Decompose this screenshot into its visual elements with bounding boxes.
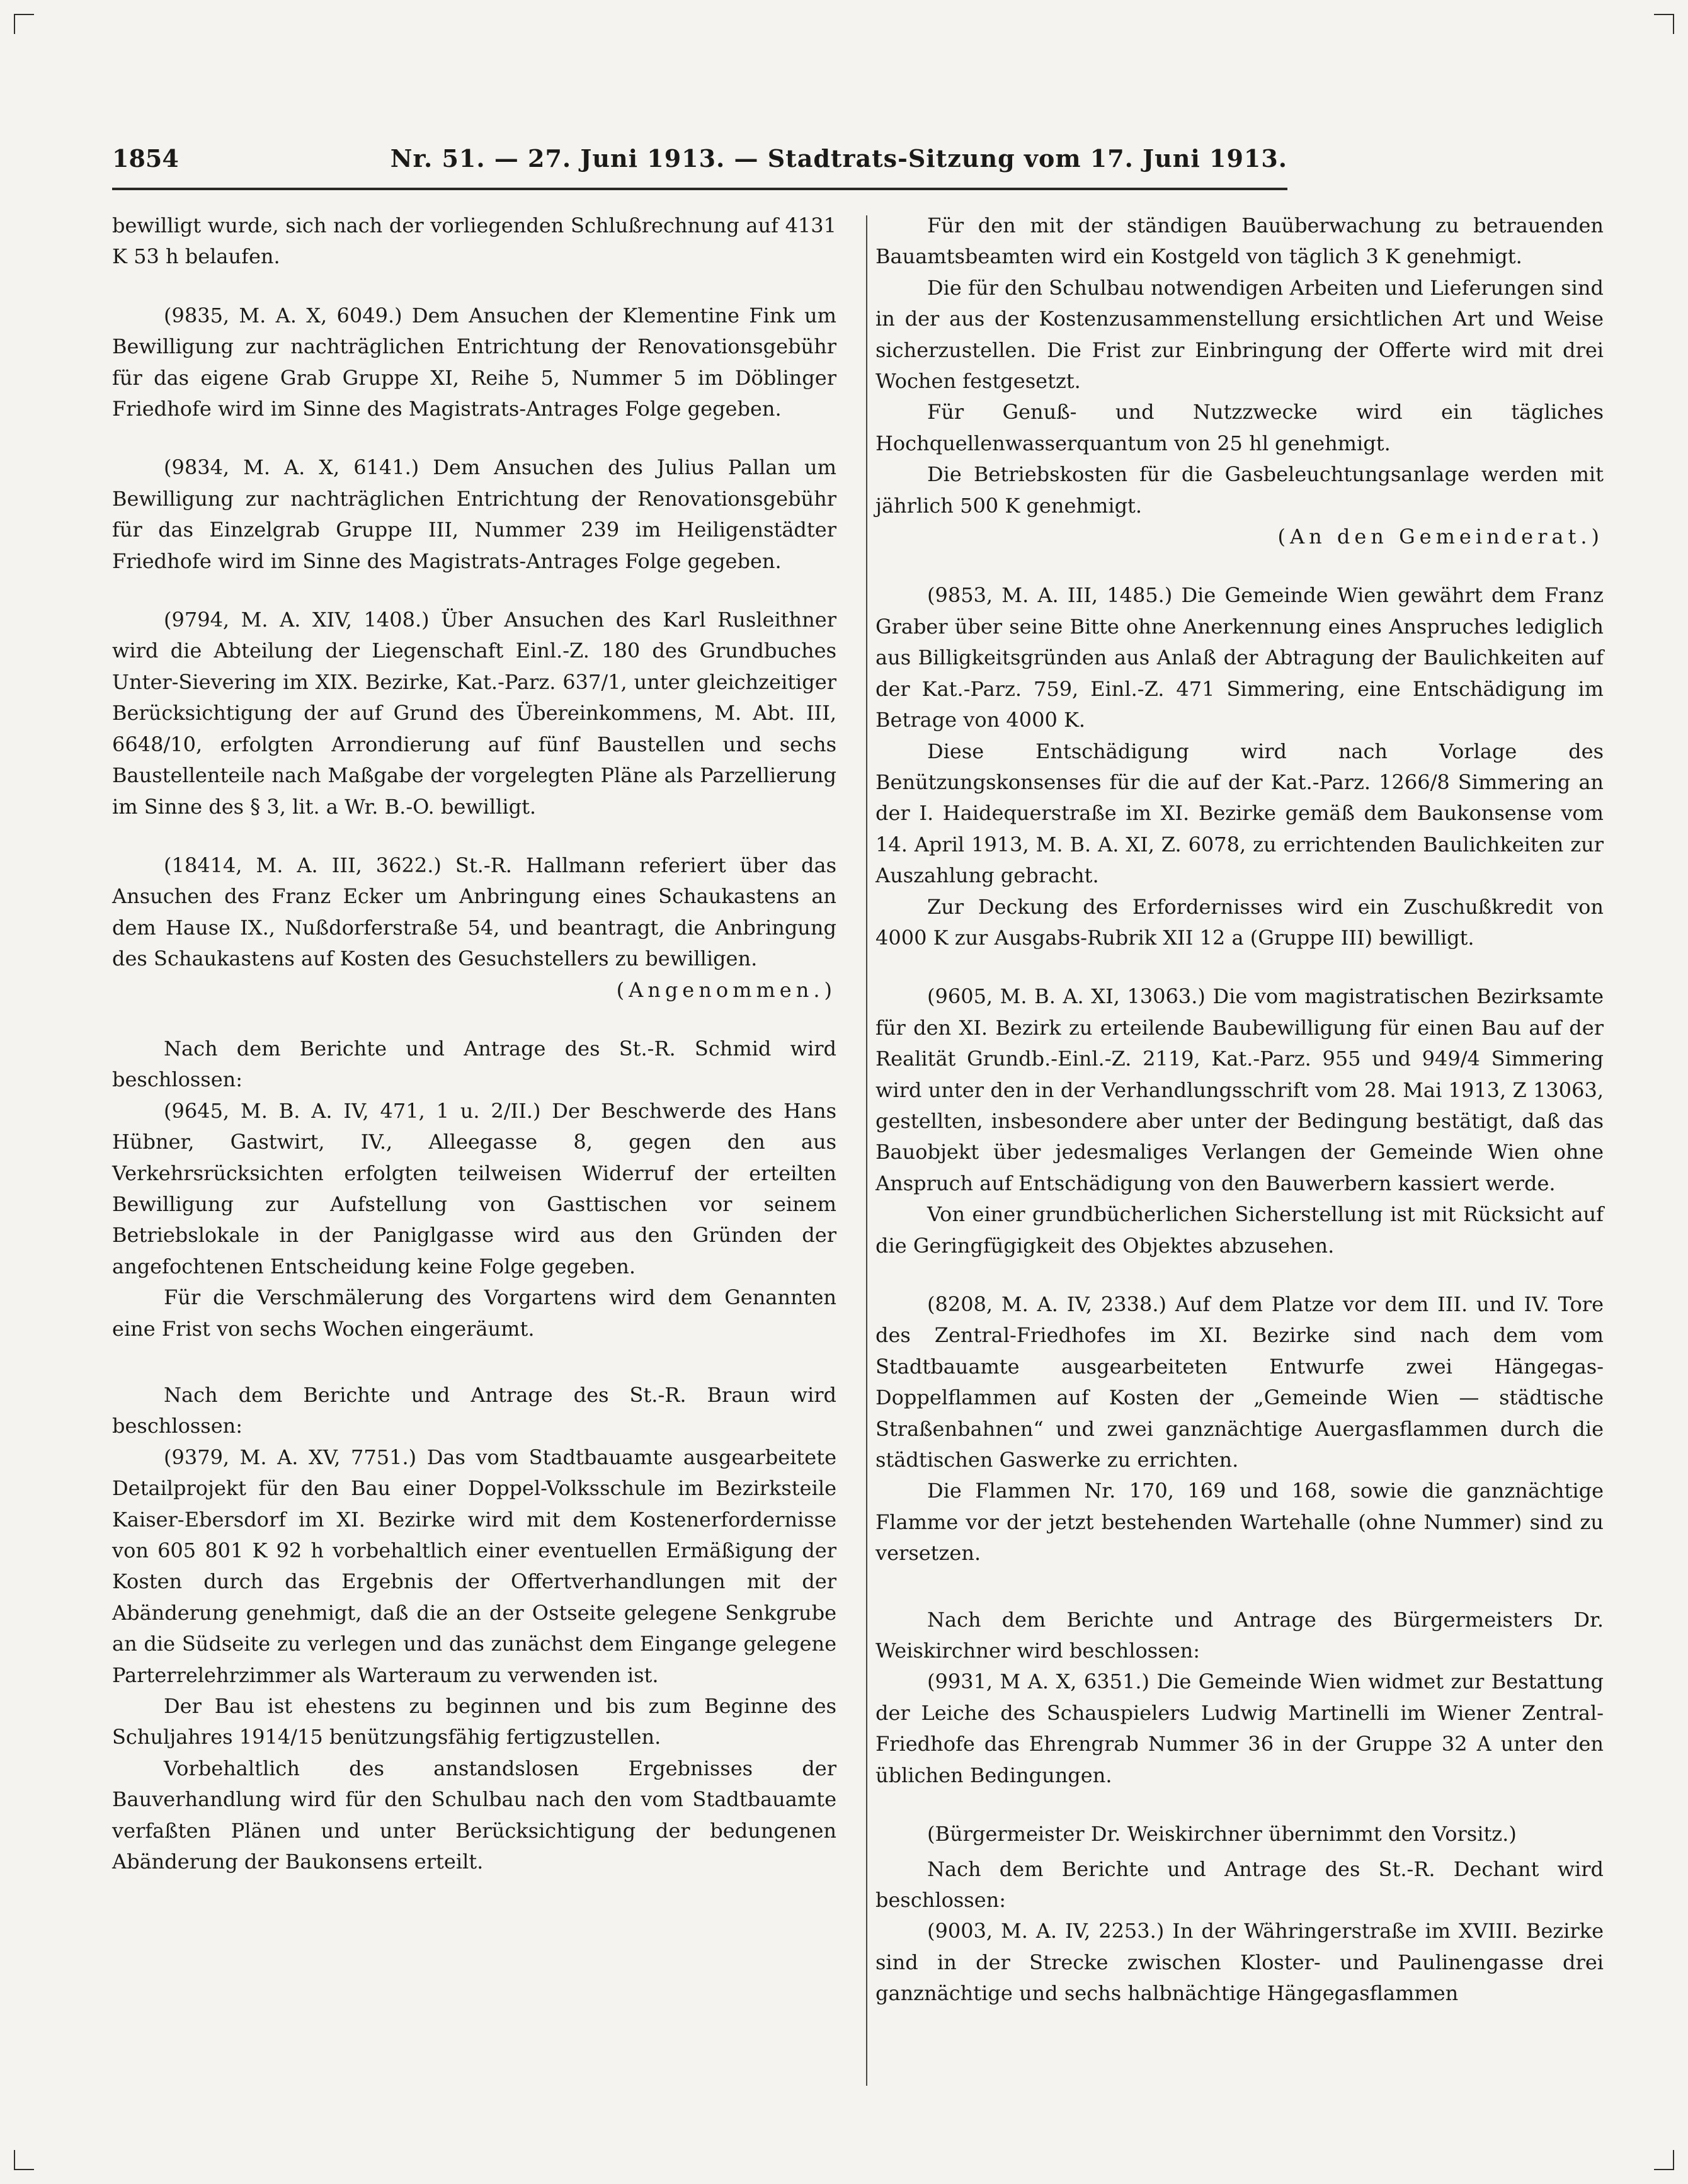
paragraph: bewilligt wurde, sich nach der vorliegenden Schlußrechnung auf 4131 K 53 h belaufen.: [112, 213, 836, 269]
paragraph: Von einer grundbücherlichen Sicherstellung ist mit Rücksicht auf die Geringfügigkeit des Objektes abzusehen.: [875, 1202, 1604, 1258]
paragraph: (9794, M. A. XIV, 1408.) Über Ansuchen des Karl Rusleithner wird die Abteilung der Liegenschaft Einl.-Z. 180 des Grundbuches Unter-Sievering im XIX. Bezirke, Kat.-Parz. 637/1, unter gleichzeitiger Berücksichtigung der auf Grund des Übereinkommens, M. Abt. III, 6648/10, erfolgten Arrondierung auf fünf Baustellen und sechs Baustellenteile nach Maßgabe der vorgelegten Pläne als Parzellierung im Sinne des § 3, lit. a Wr. B.-O. bewilligt.: [112, 608, 836, 819]
paragraph: (9605, M. B. A. XI, 13063.) Die vom magistratischen Bezirksamte für den XI. Bezirk zu erteilende Baubewilligung für einen Bau auf der Realität Grundb.-Einl.-Z. 2119, Kat.-Parz. 955 und 949/4 Simmering wird unter den in der Verhandlungsschrift vom 28. Mai 1913, Z 13063, gestellten, insbesondere aber unter der Bedingung bestätigt, daß das Bauobjekt über jedesmaliges Verlangen der Gemeinde Wien ohne Anspruch auf Entschädigung von den Bauwerbern kassiert werde.: [875, 984, 1604, 1195]
decision-note: (An den Gemeinderat.): [1277, 525, 1604, 549]
paragraph: Die für den Schulbau notwendigen Arbeiten und Lieferungen sind in der aus der Kostenzusammenstellung ersichtlichen Art und Weise sicherzustellen. Die Frist zur Einbringung der Offerte wird mit drei Wochen festgesetzt.: [875, 275, 1604, 394]
crop-mark: [14, 14, 34, 34]
paragraph: Für den mit der ständigen Bauüberwachung zu betrauenden Bauamtsbeamten wird ein Kostgeld von täglich 3 K genehmigt.: [875, 213, 1604, 269]
paragraph: Diese Entschädigung wird nach Vorlage des Benützungskonsenses für die auf der Kat.-Parz. 1266/8 Simmering an der I. Haidequerstraße im XI. Bezirke gemäß dem Baukonsense vom 14. April 1913, M. B. A. XI, Z. 6078, zu errichtenden Baulichkeiten zur Auszahlung gebracht.: [875, 739, 1604, 888]
paragraph: (9853, M. A. III, 1485.) Die Gemeinde Wien gewährt dem Franz Graber über seine Bitte ohne Anerkennung eines Anspruches lediglich aus Billigkeitsgründen aus Anlaß der Abtragung der Baulichkeiten auf der Kat.-Parz. 759, Einl.-Z. 471 Simmering, eine Entschädigung im Betrage von 4000 K.: [875, 583, 1604, 732]
paragraph: Zur Deckung des Erfordernisses wird ein Zuschußkredit von 4000 K zur Ausgabs-Rubrik XII 12 a (Gruppe III) bewilligt.: [875, 894, 1604, 950]
paragraph: (9003, M. A. IV, 2253.) In der Währingerstraße im XVIII. Bezirke sind in der Strecke zwischen Kloster- und Paulinengasse drei ganznächtige und sechs halbnächtige Hängegasflammen: [875, 1919, 1604, 2006]
paragraph: Nach dem Berichte und Antrage des Bürgermeisters Dr. Weiskirchner wird beschlossen:: [875, 1607, 1604, 1663]
paragraph: Vorbehaltlich des anstandslosen Ergebnisses der Bauverhandlung wird für den Schulbau nach den vom Stadtbauamte verfaßten Plänen und unter Berücksichtigung der bedungenen Abänderung der Baukonsens erteilt.: [112, 1756, 836, 1874]
column-divider: [866, 215, 867, 2086]
paragraph: Nach dem Berichte und Antrage des St.-R. Schmid wird beschlossen:: [112, 1036, 836, 1092]
paragraph: Nach dem Berichte und Antrage des St.-R. Braun wird beschlossen:: [112, 1383, 836, 1438]
running-title: Nr. 51. — 27. Juni 1913. — Stadtrats-Sitzung vom 17. Juni 1913.: [390, 144, 1287, 173]
right-column: [875, 210, 1604, 2010]
paragraph: Die Betriebskosten für die Gasbeleuchtungsanlage werden mit jährlich 500 K genehmigt.: [875, 462, 1604, 518]
page-header: [112, 140, 1287, 178]
crop-mark: [1654, 2150, 1674, 2170]
paragraph: Die Flammen Nr. 170, 169 und 168, sowie die ganznächtige Flamme vor der jetzt bestehenden Wartehalle (ohne Nummer) sind zu versetzen.: [875, 1479, 1604, 1566]
paragraph: (9835, M. A. X, 6049.) Dem Ansuchen der Klementine Fink um Bewilligung zur nachträglichen Entrichtung der Renovationsgebühr für das eigene Grab Gruppe XI, Reihe 5, Nummer 5 im Döblinger Friedhofe wird im Sinne des Magistrats-Antrages Folge gegeben.: [112, 303, 836, 421]
crop-mark: [14, 2150, 34, 2170]
left-column: [112, 210, 836, 1878]
page-number: 1854: [112, 144, 179, 173]
paragraph: Für Genuß- und Nutzzwecke wird ein tägliches Hochquellenwasserquantum von 25 hl genehmigt.: [875, 400, 1604, 455]
paragraph: Der Bau ist ehestens zu beginnen und bis zum Beginne des Schuljahres 1914/15 benützungsfähig fertigzustellen.: [112, 1694, 836, 1749]
paragraph: (18414, M. A. III, 3622.) St.-R. Hallmann referiert über das Ansuchen des Franz Ecker um Anbringung eines Schaukastens an dem Hause IX., Nußdorferstraße 54, und beantragt, die Anbringung des Schaukastens auf Kosten des Gesuchstellers zu bewilligen.: [112, 853, 836, 971]
paragraph: (9931, M A. X, 6351.) Die Gemeinde Wien widmet zur Bestattung der Leiche des Schauspielers Ludwig Martinelli im Wiener Zentral-Friedhofe das Ehrengrab Nummer 36 in der Gruppe 32 A unter den üblichen Bedingungen.: [875, 1669, 1604, 1787]
decision-note: (Angenommen.): [616, 977, 836, 1002]
paragraph: Nach dem Berichte und Antrage des St.-R. Dechant wird beschlossen:: [875, 1857, 1604, 1912]
crop-mark: [1654, 14, 1674, 34]
paragraph: (9834, M. A. X, 6141.) Dem Ansuchen des Julius Pallan um Bewilligung zur nachträglichen Entrichtung der Renovationsgebühr für das Einzelgrab Gruppe III, Nummer 239 im Heiligenstädter Friedhofe wird im Sinne des Magistrats-Antrages Folge gegeben.: [112, 455, 836, 573]
paragraph: (Bürgermeister Dr. Weiskirchner übernimmt den Vorsitz.): [927, 1822, 1517, 1846]
paragraph: (9645, M. B. A. IV, 471, 1 u. 2/II.) Der Beschwerde des Hans Hübner, Gastwirt, IV., Alleegasse 8, gegen den aus Verkehrsrücksichten erfolgten teilweisen Widerruf der erteilten Bewilligung zur Aufstellung von Gasttischen vor seinem Betriebslokale in der Paniglgasse wird aus den Gründen der angefochtenen Entscheidung keine Folge gegeben.: [112, 1098, 836, 1278]
paragraph: (9379, M. A. XV, 7751.) Das vom Stadtbauamte ausgearbeitete Detailprojekt für den Bau einer Doppel-Volksschule im Bezirksteile Kaiser-Ebersdorf im XI. Bezirke wird mit dem Kostenerfordernisse von 605 801 K 92 h vorbehaltlich einer eventuellen Ermäßigung der Kosten durch das Ergebnis der Offertverhandlungen mit der Abänderung genehmigt, daß die an der Ostseite gelegene Senkgrube an die Südseite zu verlegen und das zunächst dem Eingange gelegene Parterrelehrzimmer als Warteraum zu verwenden ist.: [112, 1445, 836, 1687]
header-rule: [112, 188, 1287, 190]
paragraph: (8208, M. A. IV, 2338.) Auf dem Platze vor dem III. und IV. Tore des Zentral-Friedhofes im XI. Bezirke sind nach dem vom Stadtbauamte ausgearbeiteten Entwurfe zwei Hängegas-Doppelflammen auf Kosten der „Gemeinde Wien — städtische Straßenbahnen“ und zwei ganznächtige Auergasflammen durch die städtischen Gaswerke zu errichten.: [875, 1292, 1604, 1472]
paragraph: Für die Verschmälerung des Vorgartens wird dem Genannten eine Frist von sechs Wochen eingeräumt.: [112, 1285, 836, 1341]
